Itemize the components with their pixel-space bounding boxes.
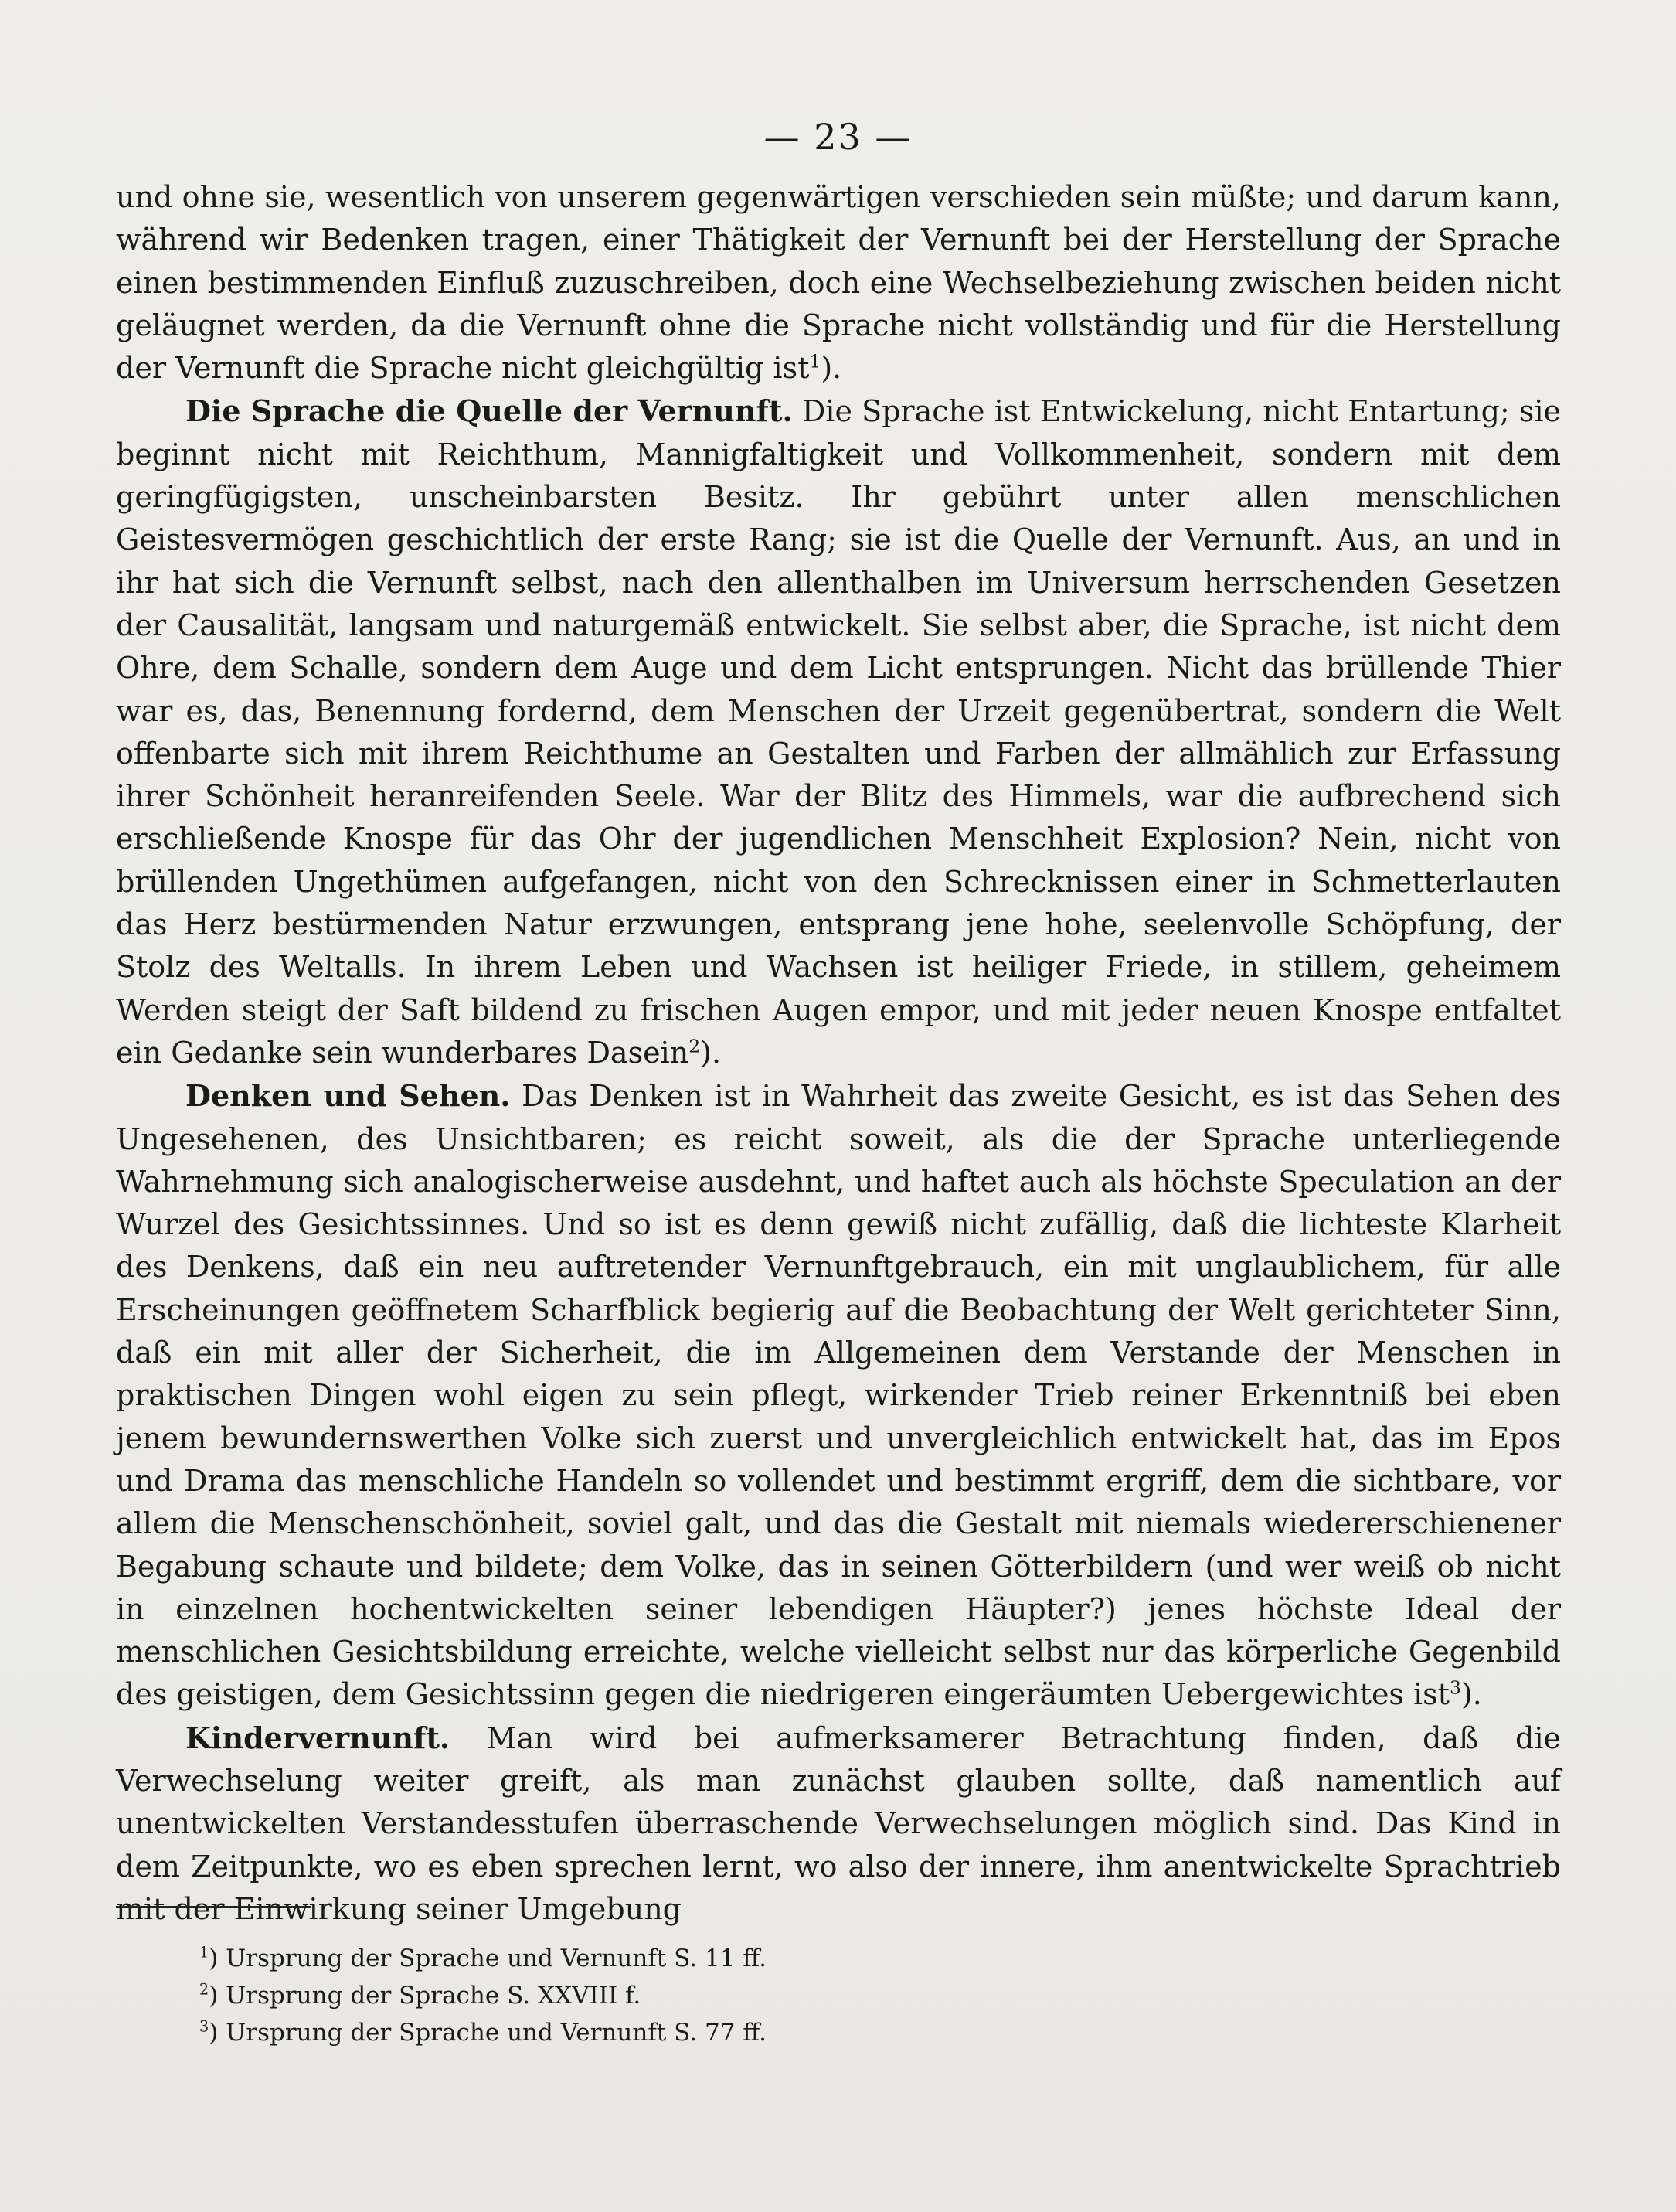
paragraph-4-text: Man wird bei aufmerksamerer Betrachtung finden, daß die Verwechselung weiter greift, als man zunächst glauben sollte, daß namentlich auf unentwickelten Verstandesstufen überraschende Verwechselungen möglich sind. Das Kind in dem Zeitpunkte, wo es eben sprechen lernt, wo also der innere, ihm anentwickelte Sprachtrieb mit der Einwirkung seiner Umgebung [116, 1720, 1561, 1926]
footnote-3-text: ) Ursprung der Sprache und Vernunft S. 77 ff. [209, 2019, 767, 2047]
footnote-1-text: ) Ursprung der Sprache und Vernunft S. 11 ff. [209, 1945, 767, 1972]
section-heading-quelle: Die Sprache die Quelle der Vernunft. [185, 393, 793, 429]
footnote-ref-1: 1 [809, 350, 821, 373]
paragraph-3 [116, 1074, 1561, 1716]
section-heading-kindervernunft: Kindervernunft. [185, 1720, 450, 1755]
footnote-1 [199, 1940, 1281, 1977]
footnote-ref-2: 2 [688, 1035, 701, 1057]
paragraph-3-text: Das Denken ist in Wahrheit das zweite Gesicht, es ist das Sehen des Ungesehenen, des Unsichtbaren; es reicht soweit, als die der Sprache unterliegende Wahrnehmung sich analogischerweise ausdehnt, und haftet auch als höchste Speculation an der Wurzel des Gesichtssinnes. Und so ist es denn gewiß nicht zufällig, daß die lichteste Klarheit des Denkens, daß ein neu auftretender Vernunftgebrauch, ein mit unglaublichem, für alle Erscheinungen geöffnetem Scharfblick begierig auf die Beobachtung der Welt gerichteter Sinn, daß ein mit aller der Sicherheit, die im Allgemeinen dem Verstande der Menschen in praktischen Dingen wohl eigen zu sein pflegt, wirkender Trieb reiner Erkenntniß bei eben jenem bewundernswerthen Volke sich zuerst und unvergleichlich entwickelt hat, das im Epos und Drama das menschliche Handeln so vollendet und bestimmt ergriff, dem die sichtbare, vor allem die Menschenschönheit, soviel galt, und das die Gestalt mit niemals wiedererschienener Begabung schaute und bildete; dem Volke, das in seinen Götterbildern (und wer weiß ob nicht in einzelnen hochentwickelten seiner lebendigen Häupter?) jenes höchste Ideal der menschlichen Gesichtsbildung erreichte, welche vielleicht selbst nur das körperliche Gegenbild des geistigen, dem Gesichtssinn gegen die niedrigeren eingeräumten Uebergewichtes ist [116, 1079, 1561, 1712]
footnote-ref-3: 3 [1449, 1676, 1461, 1699]
footnote-3 [199, 2014, 1281, 2051]
paragraph-1-text: und ohne sie, wesentlich von unserem gegenwärtigen verschieden sein müßte; und darum kann, während wir Bedenken tragen, einer Thätigkeit der Vernunft bei der Herstellung der Sprache einen bestimmenden Einfluß zuzuschreiben, doch eine Wechselbeziehung zwischen beiden nicht geläugnet werden, da die Vernunft ohne die Sprache nicht vollständig und für die Herstellung der Vernunft die Sprache nicht gleichgültig ist [116, 180, 1561, 386]
paragraph-3-end: ). [1460, 1677, 1482, 1712]
body-text [116, 176, 1561, 1931]
section-heading-denken: Denken und Sehen. [185, 1078, 511, 1114]
footnotes [199, 1940, 1281, 2051]
footnote-1-mark: 1 [199, 1943, 209, 1962]
footnote-3-mark: 3 [199, 2017, 209, 2036]
footnote-separator [116, 1906, 311, 1908]
paragraph-1-end: ). [821, 351, 842, 386]
paragraph-2-text: Die Sprache ist Entwickelung, nicht Entartung; sie beginnt nicht mit Reichthum, Mannigfaltigkeit und Vollkommenheit, sondern mit dem geringfügigsten, unscheinbarsten Besitz. Ihr gebührt unter allen menschlichen Geistesvermögen geschichtlich der erste Rang; sie ist die Quelle der Vernunft. Aus, an und in ihr hat sich die Vernunft selbst, nach den allenthalben im Universum herrschenden Gesetzen der Causalität, langsam und naturgemäß entwickelt. Sie selbst aber, die Sprache, ist nicht dem Ohre, dem Schalle, sondern dem Auge und dem Licht entsprungen. Nicht das brüllende Thier war es, das, Benennung fordernd, dem Menschen der Urzeit gegenübertrat, sondern die Welt offenbarte sich mit ihrem Reichthume an Gestalten und Farben der allmählich zur Erfassung ihrer Schönheit heranreifenden Seele. War der Blitz des Himmels, war die aufbrechend sich erschließende Knospe für das Ohr der jugendlichen Menschheit Explosion? Nein, nicht von brüllenden Ungethümen aufgefangen, nicht von den Schrecknissen einer in Schmetterlauten das Herz bestürmenden Natur erzwungen, entsprang jene hohe, seelenvolle Schöpfung, der Stolz des Weltalls. In ihrem Leben und Wachsen ist heiliger Friede, in stillem, geheimem Werden steigt der Saft bildend zu frischen Augen empor, und mit jeder neuen Knospe entfaltet ein Gedanke sein wunderbares Dasein [116, 394, 1561, 1070]
paragraph-1 [116, 176, 1561, 390]
paragraph-2-end: ). [700, 1035, 722, 1070]
paragraph-4 [116, 1717, 1561, 1931]
footnote-2 [199, 1977, 1281, 2014]
paragraph-2 [116, 390, 1561, 1074]
page-number: — 23 — [763, 116, 913, 158]
footnote-2-text: ) Ursprung der Sprache S. XXVIII f. [209, 1982, 641, 2010]
footnote-2-mark: 2 [199, 1980, 209, 1999]
